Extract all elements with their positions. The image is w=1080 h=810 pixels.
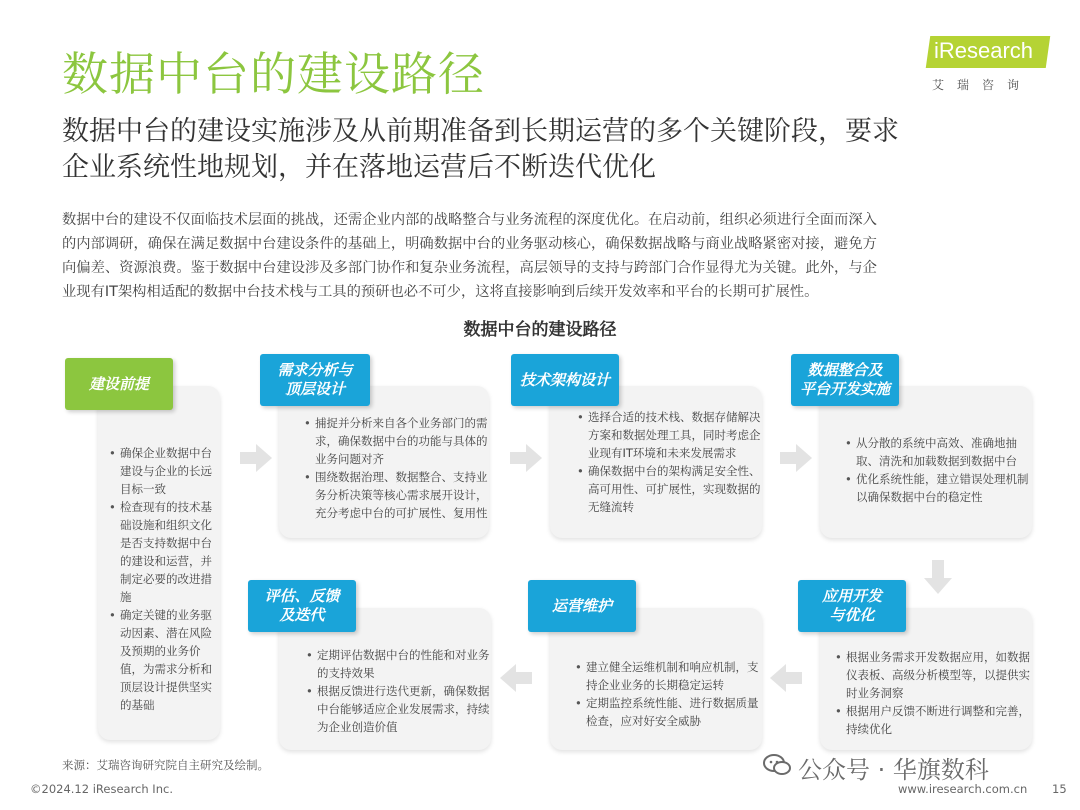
stage-item: • 建立健全运维机制和响应机制，支持企业业务的长期稳定运转 [586,658,766,694]
flow-arrow-left [770,664,786,692]
stage-label-requirements [260,354,370,406]
footer-url: www.iresearch.com.cn [898,782,1028,796]
stage-item: • 选择合适的技术栈、数据存储解决方案和数据处理工具，同时考虑企业现有IT环境和未来发展需求 [588,408,766,462]
stage-item: • 检查现有的技术基础设施和组织文化是否支持数据中台的建设和运营，并制定必要的改进措施 [120,498,220,606]
stage-label-integration [791,354,899,406]
flow-arrow-left [500,664,516,692]
stage-label-operations [528,580,636,632]
stage-item: • 确保企业数据中台建设与企业的长远目标一致 [120,444,220,498]
stage-item-list [844,434,1036,506]
body-text-line-1: 数据中台的建设不仅面临技术层面的挑战，还需企业内部的战略整合与业务流程的深度优化。在启动前，组织必须进行全面而深入 [62,212,877,228]
body-text-line-3: 向偏差、资源浪费。鉴于数据中台建设涉及多部门协作和复杂业务流程，高层领导的支持与跨部门合作显得尤为关键。此外，与企 [62,260,877,276]
page-number: 15 [1052,782,1067,796]
stage-label-text: 与优化 [829,606,875,624]
stage-item: • 捕捉并分析来自各个业务部门的需求，确保数据中台的功能与具体的业务问题对齐 [315,414,491,468]
stage-label-text: 平台开发实施 [799,380,890,398]
page-title: 数据中台的建设路径 [62,47,485,101]
stage-label-text: 建设前提 [88,374,149,393]
body-text-line-2: 的内部调研，确保在满足数据中台建设条件的基础上，明确数据中台的业务驱动核心，确保数据战略与商业战略紧密对接，避免方 [62,236,877,252]
headline-line-2: 企业系统性地规划，并在落地运营后不断迭代优化 [62,152,656,183]
stage-label-prerequisites [65,358,173,410]
logo-subtitle: 艾瑞咨询 [932,78,1033,92]
stage-item-list [834,648,1038,738]
stage-label-text: 需求分析与 [277,361,353,379]
stage-item-list [108,444,220,714]
stage-card-architecture [550,386,762,538]
stage-item: • 确保数据中台的架构满足安全性、高可用性、可扩展性，实现数据的无缝流转 [588,462,766,516]
stage-item: • 确定关键的业务驱动因素、潜在风险及预期的业务价值，为需求分析和顶层设计提供坚实的基础 [120,606,220,714]
stage-label-text: 应用开发 [821,587,882,605]
stage-label-application [798,580,906,632]
logo-text: iResearch [934,38,1034,63]
stage-label-evaluation [248,580,356,632]
stage-item-list [574,658,766,730]
stage-item: • 根据反馈进行迭代更新，确保数据中台能够适应企业发展需求，持续为企业创造价值 [317,682,495,736]
iresearch-logo [928,36,1054,98]
body-text-line-4: 业现有IT架构相适配的数据中台技术栈与工具的预研也必不可少，这将直接影响到后续开发效率和平台的长期可扩展性。 [62,284,819,300]
copyright-text: ©2024.12 iResearch Inc. [30,782,173,796]
stage-card-prerequisites [98,386,220,740]
stage-item: • 根据用户反馈不断进行调整和完善，持续优化 [846,702,1038,738]
source-note: 来源：艾瑞咨询研究院自主研究及绘制。 [62,758,269,772]
stage-item: • 从分散的系统中高效、准确地抽取、清洗和加载数据到数据中台 [856,434,1036,470]
stage-label-text: 数据整合及 [807,361,883,379]
stage-card-integration [820,386,1032,538]
stage-label-text: 运营维护 [551,596,612,615]
flow-arrow-right [796,444,812,472]
stage-item: • 定期评估数据中台的性能和对业务的支持效果 [317,646,495,682]
stage-label-text: 及迭代 [279,606,325,624]
stage-label-text: 技术架构设计 [519,370,610,389]
watermark-text: 公众号 · 华旗数科 [798,756,989,784]
stage-label-text: 评估、反馈 [264,587,340,605]
flow-arrow-right [256,444,272,472]
headline-line-1: 数据中台的建设实施涉及从前期准备到长期运营的多个关键阶段，要求 [62,116,899,147]
diagram-title: 数据中台的建设路径 [463,320,617,340]
flow-arrow-down [924,578,952,594]
stage-item: • 优化系统性能，建立错误处理机制以确保数据中台的稳定性 [856,470,1036,506]
flow-arrow-right [526,444,542,472]
stage-item-list [576,408,766,516]
stage-label-text: 顶层设计 [284,380,345,398]
stage-card-requirements [279,386,489,538]
stage-item: • 定期监控系统性能、进行数据质量检查，应对好安全威胁 [586,694,766,730]
wechat-icon [762,752,792,778]
stage-item: • 根据业务需求开发数据应用，如数据仪表板、高级分析模型等，以提供实时业务洞察 [846,648,1038,702]
stage-label-architecture [511,354,619,406]
stage-item-list [303,414,491,522]
stage-item-list [305,646,495,736]
stage-item: • 围绕数据治理、数据整合、支持业务分析决策等核心需求展开设计，充分考虑中台的可扩展性、复用性 [315,468,491,522]
